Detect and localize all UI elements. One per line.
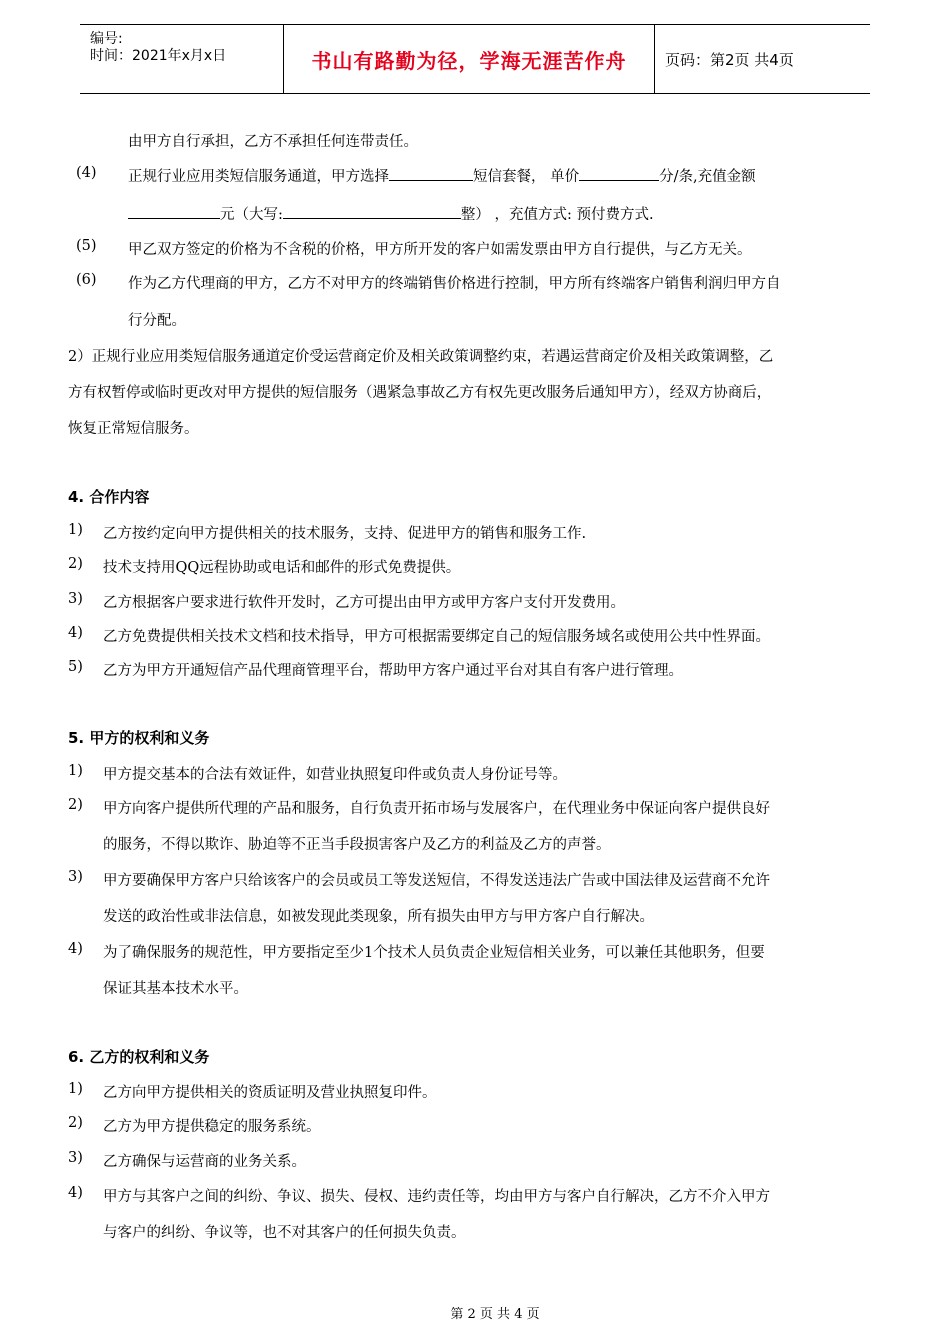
clause-number: (4) <box>76 165 97 181</box>
unit-price-blank <box>579 166 659 181</box>
item-number: 2) <box>68 797 83 813</box>
item-text: 乙方向甲方提供相关的资质证明及营业执照复印件。 <box>103 1085 437 1101</box>
clause-text: 作为乙方代理商的甲方，乙方不对甲方的终端销售价格进行控制，甲方所有终端客户销售利润归甲方自 <box>128 276 781 292</box>
item-text: 乙方为甲方开通短信产品代理商管理平台，帮助甲方客户通过平台对其自有客户进行管理。 <box>103 663 683 679</box>
clause-text <box>128 165 756 186</box>
item-text: 乙方确保与运营商的业务关系。 <box>103 1154 306 1170</box>
item-text: 与客户的纠纷、争议等，也不对其客户的任何损失负责。 <box>103 1225 466 1241</box>
clause-text: 行分配。 <box>128 313 186 329</box>
clause-number: (5) <box>76 238 97 254</box>
amount-blank <box>128 204 220 219</box>
item-number: 2) <box>68 556 83 572</box>
paragraph-line: 2）正规行业应用类短信服务通道定价受运营商定价及相关政策调整约束，若遇运营商定价及相关政策调整，乙 <box>68 349 774 365</box>
item-text: 甲方要确保甲方客户只给该客户的会员或员工等发送短信，不得发送违法广告或中国法律及运营商不允许 <box>103 873 770 889</box>
item-number: 3) <box>68 591 83 607</box>
paragraph-line: 方有权暂停或临时更改对甲方提供的短信服务（遇紧急事故乙方有权先更改服务后通知甲方），经双方协商后， <box>68 385 772 401</box>
header-motto: 书山有路勤为径，学海无涯苦作舟 <box>283 25 655 93</box>
item-number: 4) <box>68 1185 83 1201</box>
header-meta <box>80 25 283 93</box>
item-number: 3) <box>68 869 83 885</box>
item-text: 保证其基本技术水平。 <box>103 981 248 997</box>
clause-text-part: 分/条,充值金额 <box>659 169 756 185</box>
item-number: 1) <box>68 1081 83 1097</box>
amount-words-blank <box>283 204 461 219</box>
item-text: 发送的政治性或非法信息，如被发现此类现象，所有损失由甲方与甲方客户自行解决。 <box>103 909 654 925</box>
item-text: 甲方与其客户之间的纠纷、争议、损失、侵权、违约责任等，均由甲方与客户自行解决，乙方不介入甲方 <box>103 1189 770 1205</box>
item-number: 5) <box>68 659 83 675</box>
section-heading: 6. 乙方的权利和义务 <box>68 1048 210 1066</box>
header-page-info: 页码：第2页 共4页 <box>665 50 794 69</box>
paragraph-line: 恢复正常短信服务。 <box>68 421 199 437</box>
item-text: 甲方提交基本的合法有效证件，如营业执照复印件或负责人身份证号等。 <box>103 767 567 783</box>
package-blank <box>389 166 473 181</box>
item-number: 4) <box>68 941 83 957</box>
item-text: 乙方为甲方提供稳定的服务系统。 <box>103 1119 321 1135</box>
clause-number: (6) <box>76 272 97 288</box>
item-text: 甲方向客户提供所代理的产品和服务，自行负责开拓市场与发展客户，在代理业务中保证向客户提供良好 <box>103 801 770 817</box>
clause-text: 甲乙双方签定的价格为不含税的价格，甲方所开发的客户如需发票由甲方自行提供，与乙方无关。 <box>128 242 752 258</box>
item-text: 的服务，不得以欺诈、胁迫等不正当手段损害客户及乙方的利益及乙方的声誉。 <box>103 837 611 853</box>
item-number: 1) <box>68 522 83 538</box>
clause-text <box>128 203 654 224</box>
item-text: 技术支持用QQ远程协助或电话和邮件的形式免费提供。 <box>103 560 461 576</box>
item-number: 1) <box>68 763 83 779</box>
clause-continuation: 由甲方自行承担，乙方不承担任何连带责任。 <box>128 134 418 150</box>
document-number-label: 编号: <box>90 31 123 47</box>
item-text: 乙方根据客户要求进行软件开发时，乙方可提出由甲方或甲方客户支付开发费用。 <box>103 595 625 611</box>
document-time: 时间：2021年x月x日 <box>90 48 227 64</box>
item-text: 乙方按约定向甲方提供相关的技术服务，支持、促进甲方的销售和服务工作. <box>103 526 587 542</box>
clause-text-part: 整） ，充值方式: 预付费方式. <box>460 207 654 223</box>
item-number: 4) <box>68 625 83 641</box>
item-text: 乙方免费提供相关技术文档和技术指导，甲方可根据需要绑定自己的短信服务域名或使用公共中性界面。 <box>103 629 770 645</box>
section-heading: 5. 甲方的权利和义务 <box>68 729 210 747</box>
item-number: 2) <box>68 1115 83 1131</box>
page-header <box>80 24 870 94</box>
item-text: 为了确保服务的规范性，甲方要指定至少1个技术人员负责企业短信相关业务，可以兼任其他职务，但要 <box>103 945 765 961</box>
section-heading: 4. 合作内容 <box>68 488 150 506</box>
clause-text-part: 正规行业应用类短信服务通道，甲方选择 <box>128 169 389 185</box>
clause-text-part: 元（大写: <box>220 207 283 223</box>
page-footer: 第 2 页 共 4 页 <box>450 1307 540 1322</box>
clause-text-part: 短信套餐， 单价 <box>473 169 580 185</box>
item-number: 3) <box>68 1150 83 1166</box>
